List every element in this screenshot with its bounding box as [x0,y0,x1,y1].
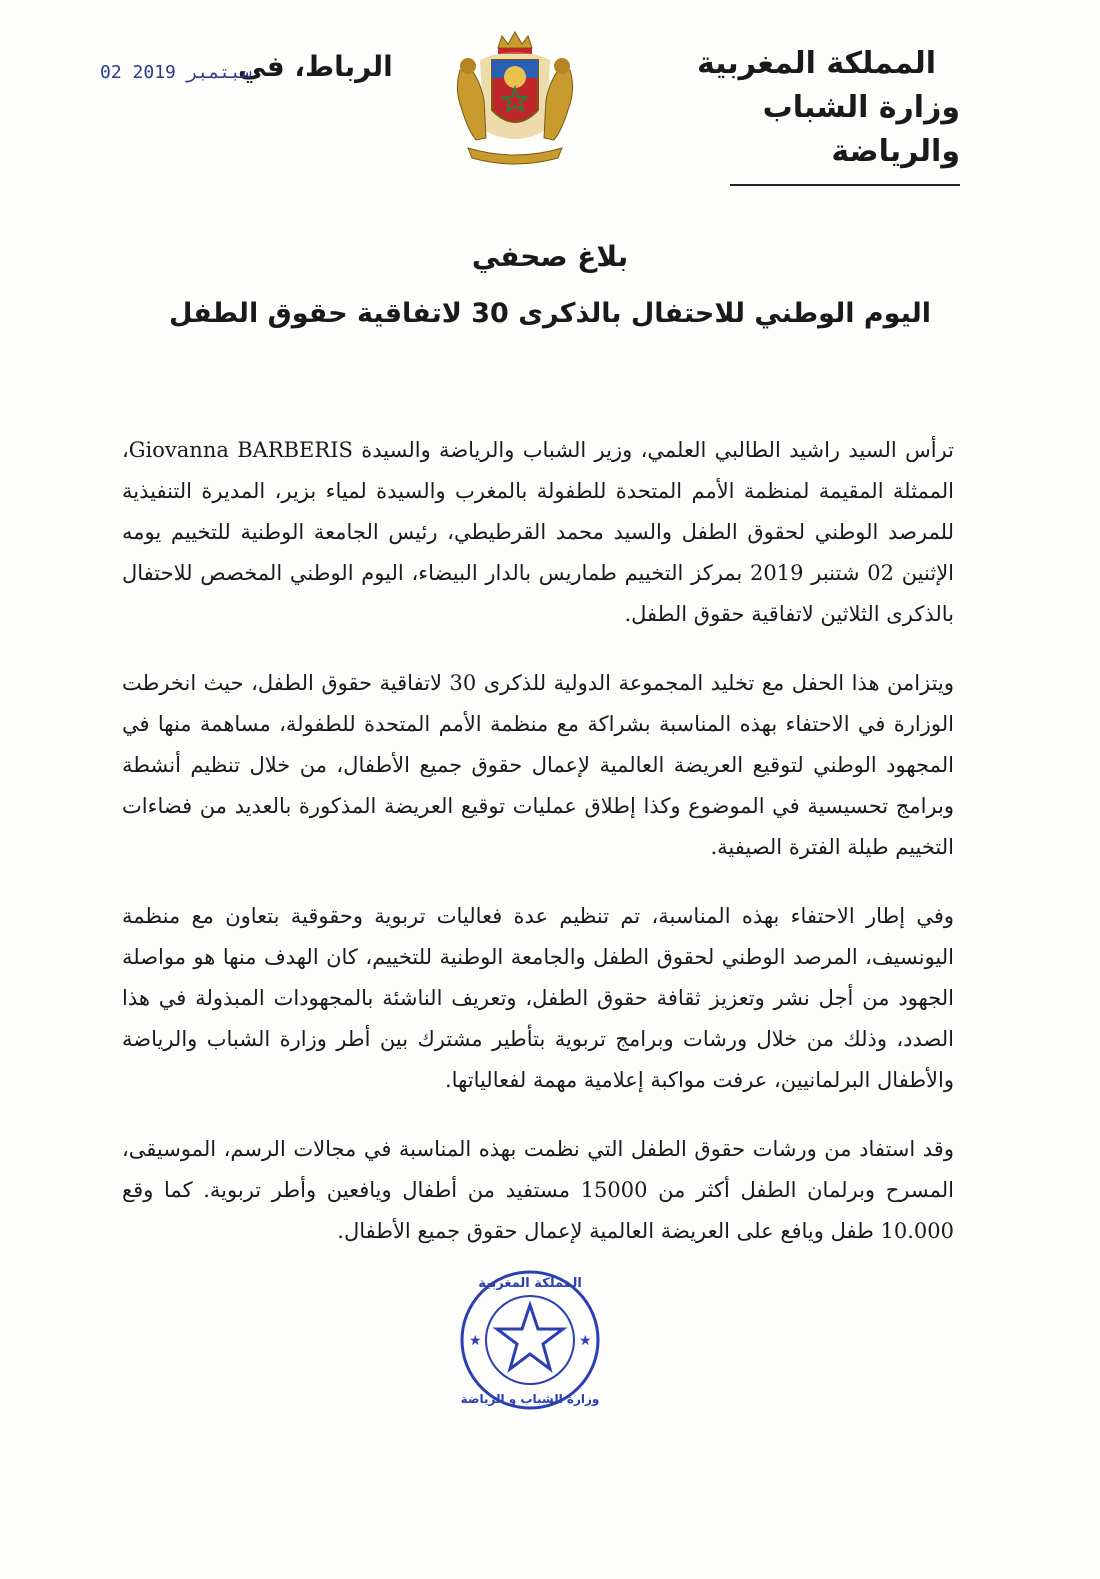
body-text [122,430,954,1280]
paragraph-3: وفي إطار الاحتفاء بهذه المناسبة، تم تنظيم عدة فعاليات تربوية وحقوقية بتعاون مع منظمة اليونسيف، المرصد الوطني لحقوق الطفل والجامعة الوطنية للتخييم، كان الهدف منها هو مواصلة الجهود من أجل نشر وتعزيز ثقافة حقوق الطفل، وتعريف الناشئة بالمجهودات المبذولة في هذا الصدد، وذلك من خلال ورشات وبرامج تربوية بتأطير مشترك بين أطر وزارة الشباب والرياضة والأطفال البرلمانيين، عرفت مواكبة إعلامية مهمة لفعالياتها. [122,904,954,1092]
svg-text:★: ★ [469,1333,482,1349]
place-label: الرباط، في [238,50,393,83]
paragraph-2: ويتزامن هذا الحفل مع تخليد المجموعة الدولية للذكرى 30 لاتفاقية حقوق الطفل، حيث انخرطت الوزارة في الاحتفاء بهذه المناسبة بشراكة مع منظمة الأمم المتحدة للطفولة، مساهمة منها في المجهود الوطني لتوقيع العريضة العالمية لإعمال حقوق جميع الأطفال، من خلال تنظيم أنشطة وبرامج تحسيسية في الموضوع وكذا إطلاق عمليات توقيع العريضة المذكورة بالعديد من فضاءات التخييم طيلة الفترة الصيفية. [122,671,954,859]
letterhead-rule [730,184,960,186]
date-stamp: 02 سبتمبر 2019 [100,62,252,83]
coat-of-arms-icon [440,30,590,170]
ministry-name: وزارة الشباب والرياضة [762,90,960,169]
paragraph-1: ترأس السيد راشيد الطالبي العلمي، وزير الشباب والرياضة والسيدة Giovanna BARBERIS، الممثلة المقيمة لمنظمة الأمم المتحدة للطفولة بالمغرب والسيدة لمياء بزير، المديرة التنفيذية للمرصد الوطني لحقوق الطفل والسيد محمد القرطيطي، رئيس الجامعة الوطنية للتخييم يومه الإثنين 02 شتنبر 2019 بمركز التخييم طماريس بالدار البيضاء، اليوم الوطني المخصص للاحتفال بالذكرى الثلاثين لاتفاقية حقوق الطفل. [122,438,955,626]
svg-text:المملكة المغربية: المملكة المغربية [478,1276,582,1291]
svg-text:وزارة الشباب و الرياضة: وزارة الشباب و الرياضة [460,1392,600,1406]
letterhead [660,42,960,186]
ministry-seal-icon [455,1265,605,1415]
document-type-title: بلاغ صحفي [471,240,629,273]
document-headline: اليوم الوطني للاحتفال بالذكرى 30 لاتفاقية حقوق الطفل [168,298,932,329]
svg-text:★: ★ [579,1333,592,1349]
paragraph-4: وقد استفاد من ورشات حقوق الطفل التي نظمت بهذه المناسبة في مجالات الرسم، الموسيقى، المسرح وبرلمان الطفل أكثر من 15000 مستفيد من أطفال ويافعين وأطر تربوية. كما وقع 10.000 طفل ويافع على العريضة العالمية لإعمال حقوق جميع الأطفال. [122,1137,954,1243]
kingdom-name: المملكة المغربية [696,46,936,81]
